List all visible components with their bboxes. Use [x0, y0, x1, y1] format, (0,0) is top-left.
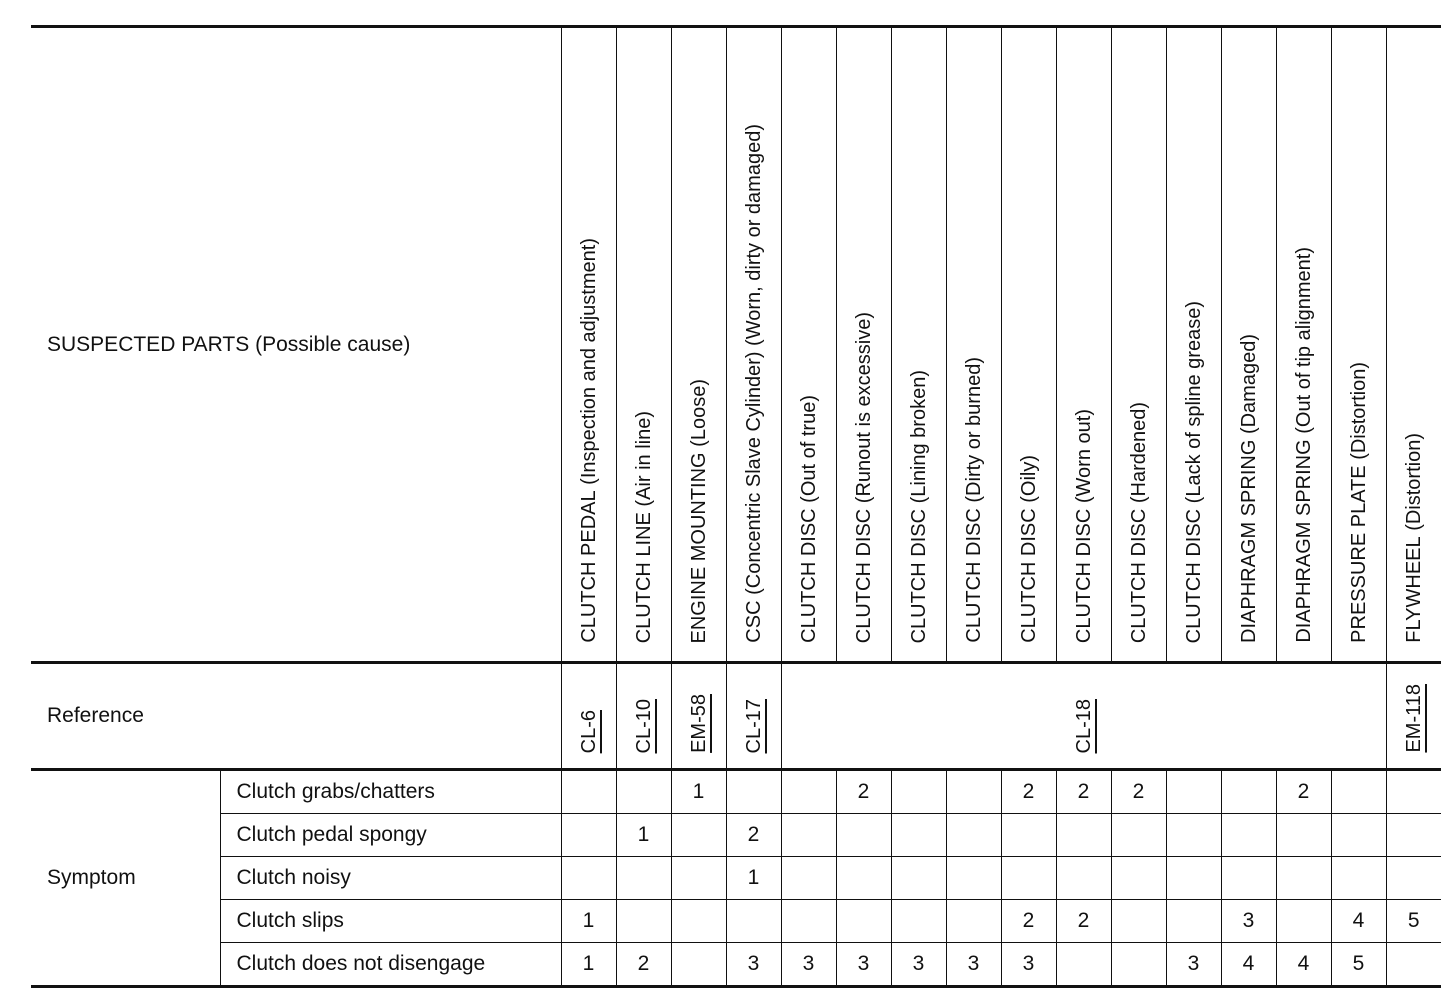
symptom-value [1276, 900, 1331, 943]
symptom-value: 1 [726, 857, 781, 900]
symptom-value [1386, 857, 1441, 900]
part-name: CLUTCH DISC [1072, 508, 1095, 643]
symptom-value [671, 814, 726, 857]
part-header [891, 27, 946, 663]
symptom-value [1166, 814, 1221, 857]
symptom-value [671, 943, 726, 987]
part-name: PRESSURE PLATE [1347, 465, 1370, 643]
symptom-value: 1 [671, 770, 726, 814]
part-cause: (Oily) [1017, 455, 1040, 509]
symptom-value [1276, 857, 1331, 900]
part-label [837, 312, 891, 643]
symptom-value: 2 [616, 943, 671, 987]
symptom-value [1166, 770, 1221, 814]
part-name: CLUTCH LINE [632, 511, 655, 643]
part-label [672, 379, 726, 644]
part-header [946, 27, 1001, 663]
part-cause: (Concentric Slave Cylinder) (Worn, dirty or damaged) [742, 124, 765, 601]
symptom-value: 3 [946, 943, 1001, 987]
part-label [1222, 334, 1276, 643]
symptom-value [1221, 814, 1276, 857]
symptom-value [836, 814, 891, 857]
symptom-value: 3 [891, 943, 946, 987]
part-cause: (Lining broken) [907, 369, 930, 509]
part-label [562, 238, 616, 643]
symptom-name: Clutch pedal spongy [220, 814, 561, 857]
part-cause: (Air in line) [632, 410, 655, 512]
symptom-value [946, 770, 1001, 814]
part-cause: (Loose) [687, 378, 710, 452]
symptom-value [891, 900, 946, 943]
symptom-value: 5 [1386, 900, 1441, 943]
symptom-value [781, 900, 836, 943]
symptom-value [1056, 857, 1111, 900]
symptom-label: Symptom [47, 866, 136, 889]
symptom-value [1221, 770, 1276, 814]
part-cause: (Hardened) [1127, 401, 1150, 509]
symptom-value: 2 [1001, 900, 1056, 943]
part-header [1276, 27, 1331, 663]
symptom-value [1386, 814, 1441, 857]
reference-cell [726, 663, 781, 770]
part-name: CSC [742, 600, 765, 643]
symptom-value [1001, 857, 1056, 900]
part-cause: (Lack of spline grease) [1182, 300, 1205, 509]
symptom-value: 3 [1166, 943, 1221, 987]
part-header [561, 27, 616, 663]
part-label [617, 411, 671, 643]
reference-header [31, 663, 561, 770]
symptom-value: 2 [1056, 900, 1111, 943]
reference-link-cl-17[interactable]: CL-17 [742, 698, 765, 753]
symptom-name: Clutch slips [220, 900, 561, 943]
reference-cell [671, 663, 726, 770]
symptom-value: 2 [836, 770, 891, 814]
part-cause: (Out of true) [797, 395, 820, 509]
part-label [1332, 362, 1386, 643]
clutch-troubleshooting-table [31, 25, 1441, 988]
symptom-value [1331, 814, 1386, 857]
symptom-name: Clutch does not disengage [220, 943, 561, 987]
part-header [1111, 27, 1166, 663]
part-header [1166, 27, 1221, 663]
part-name: DIAPHRAGM SPRING [1237, 439, 1260, 643]
part-label [1167, 301, 1221, 643]
symptom-value: 1 [561, 943, 616, 987]
symptom-value [616, 857, 671, 900]
symptom-value: 2 [1276, 770, 1331, 814]
symptom-value [1056, 814, 1111, 857]
part-label [1112, 402, 1166, 643]
symptom-value: 2 [726, 814, 781, 857]
symptom-value [1056, 943, 1111, 987]
symptom-value [1221, 857, 1276, 900]
reference-cell [1386, 663, 1441, 770]
part-cause: (Dirty or burned) [962, 357, 985, 509]
reference-label: Reference [47, 704, 144, 727]
part-header [616, 27, 671, 663]
symptom-value [726, 900, 781, 943]
symptom-value: 4 [1331, 900, 1386, 943]
part-cause: (Distortion) [1402, 433, 1425, 537]
symptom-value [781, 857, 836, 900]
part-label [1002, 455, 1056, 643]
symptom-value: 4 [1221, 943, 1276, 987]
symptom-value: 3 [1001, 943, 1056, 987]
symptom-value [891, 770, 946, 814]
part-name: ENGINE MOUNTING [687, 451, 710, 643]
symptom-value [616, 900, 671, 943]
part-header [671, 27, 726, 663]
part-header [1331, 27, 1386, 663]
symptom-value [1111, 857, 1166, 900]
symptom-value [561, 770, 616, 814]
symptom-value [1386, 943, 1441, 987]
symptom-value: 3 [781, 943, 836, 987]
part-label [892, 370, 946, 643]
part-name: CLUTCH DISC [907, 508, 930, 643]
part-label [947, 357, 1001, 643]
symptom-value [616, 770, 671, 814]
symptom-value [671, 900, 726, 943]
symptom-name: Clutch grabs/chatters [220, 770, 561, 814]
part-header [726, 27, 781, 663]
part-header [836, 27, 891, 663]
symptom-value [561, 857, 616, 900]
suspected-parts-label: SUSPECTED PARTS (Possible cause) [47, 332, 411, 356]
symptom-value: 1 [616, 814, 671, 857]
part-header [1056, 27, 1111, 663]
part-name: FLYWHEEL [1402, 536, 1425, 643]
symptom-value [781, 770, 836, 814]
reference-link-cl-18[interactable]: CL-18 [1072, 698, 1095, 753]
part-cause: (Worn out) [1072, 408, 1095, 509]
reference-link-em-58[interactable]: EM-58 [687, 694, 710, 753]
part-cause: (Damaged) [1237, 334, 1260, 440]
reference-cell [561, 663, 616, 770]
part-label [1277, 247, 1331, 643]
symptom-value: 1 [561, 900, 616, 943]
part-header [1221, 27, 1276, 663]
part-name: CLUTCH DISC [1182, 508, 1205, 643]
symptom-value [946, 900, 1001, 943]
symptom-value [836, 857, 891, 900]
symptom-value [671, 857, 726, 900]
symptom-value [1166, 857, 1221, 900]
part-label [727, 124, 781, 643]
suspected-parts-header [31, 27, 561, 663]
part-name: CLUTCH DISC [797, 508, 820, 643]
part-header [781, 27, 836, 663]
symptom-value: 2 [1056, 770, 1111, 814]
symptom-value [1331, 857, 1386, 900]
symptom-value [1111, 900, 1166, 943]
symptom-value: 5 [1331, 943, 1386, 987]
symptom-value: 4 [1276, 943, 1331, 987]
symptom-value: 2 [1111, 770, 1166, 814]
symptom-value: 2 [1001, 770, 1056, 814]
symptom-value [1111, 814, 1166, 857]
symptom-name: Clutch noisy [220, 857, 561, 900]
symptom-value [781, 814, 836, 857]
reference-cell [781, 663, 1386, 770]
part-label [1057, 409, 1111, 643]
reference-link-cl-6[interactable]: CL-6 [577, 709, 600, 753]
part-header [1386, 27, 1441, 663]
reference-link-cl-10[interactable]: CL-10 [632, 698, 655, 753]
symptom-value [946, 857, 1001, 900]
symptom-value [891, 857, 946, 900]
reference-cell [616, 663, 671, 770]
symptom-value [1276, 814, 1331, 857]
part-name: CLUTCH DISC [852, 508, 875, 643]
symptom-value [726, 770, 781, 814]
part-name: CLUTCH DISC [1017, 508, 1040, 643]
part-cause: (Runout is excessive) [852, 311, 875, 509]
part-label [1387, 433, 1441, 643]
symptom-value [1386, 770, 1441, 814]
symptom-value: 3 [836, 943, 891, 987]
part-header [1001, 27, 1056, 663]
part-cause: (Inspection and adjustment) [577, 238, 600, 491]
symptom-value [1001, 814, 1056, 857]
symptom-value: 3 [726, 943, 781, 987]
symptom-value: 3 [1221, 900, 1276, 943]
part-name: CLUTCH DISC [1127, 508, 1150, 643]
part-name: CLUTCH PEDAL [577, 490, 600, 643]
symptom-value [1166, 900, 1221, 943]
symptom-value [1331, 770, 1386, 814]
part-cause: (Distortion) [1347, 362, 1370, 466]
symptom-value [1111, 943, 1166, 987]
symptom-value [946, 814, 1001, 857]
symptom-header [31, 770, 220, 987]
part-cause: (Out of tip alignment) [1292, 247, 1315, 440]
symptom-value [891, 814, 946, 857]
symptom-value [836, 900, 891, 943]
symptom-value [561, 814, 616, 857]
reference-link-em-118[interactable]: EM-118 [1402, 684, 1425, 753]
part-label [782, 395, 836, 643]
part-name: DIAPHRAGM SPRING [1292, 439, 1315, 643]
part-name: CLUTCH DISC [962, 508, 985, 643]
